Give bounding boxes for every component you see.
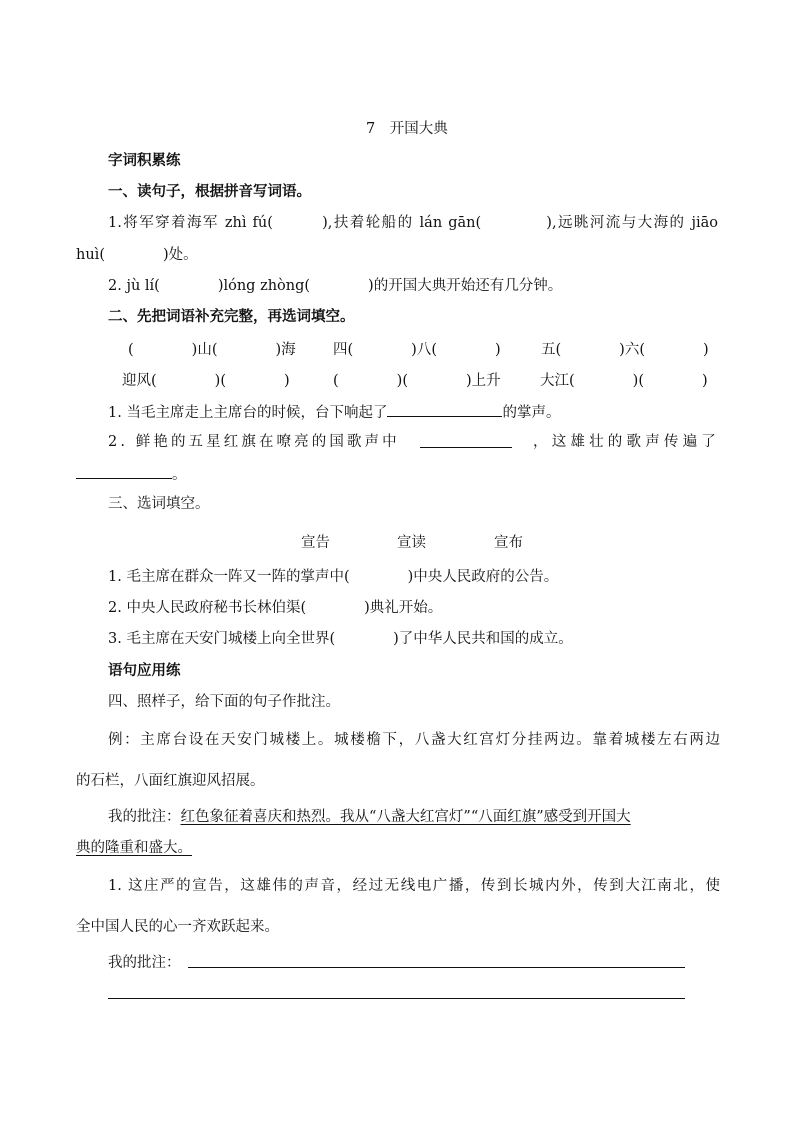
answer-line[interactable] [188, 967, 685, 968]
answer-blank[interactable] [420, 432, 512, 448]
question-2-sentence-2 [108, 432, 720, 452]
example-line-2: 的石栏，八面红旗迎风招展。 [76, 773, 265, 789]
idiom-blank: ( )( )上升 [333, 373, 501, 389]
sentence-text: 的掌声。 [502, 405, 561, 421]
question-3-sentence-2: 2. 中央人民政府秘书长林伯渠( )典礼开始。 [108, 600, 443, 616]
idiom-row-1 [128, 338, 708, 358]
word-choice: 宣告 [301, 535, 330, 551]
word-choice: 宣布 [494, 535, 523, 551]
idiom-blank: 迎风( )( ) [122, 373, 290, 389]
idiom-blank: ( )山( )海 [128, 342, 296, 358]
question-4-sentence-line-2: 全中国人民的心一齐欢跃起来。 [76, 919, 279, 935]
page-title: 7 开国大典 [366, 121, 448, 137]
sentence-text: ，这雄壮的歌声传遍了 [533, 434, 720, 450]
idiom-row-2 [122, 369, 708, 389]
sentence-text: 1. 当毛主席走上主席台的时候，台下响起了 [108, 405, 388, 421]
answer-label: 我的批注： [108, 955, 181, 971]
section-heading-vocabulary: 字词积累练 [108, 152, 181, 169]
question-3-sentence-3: 3. 毛主席在天安门城楼上向全世界( )了中华人民共和国的成立。 [108, 631, 573, 647]
sentence-text: 。 [172, 467, 187, 483]
question-2-sentence-1 [108, 401, 560, 423]
answer-blank[interactable] [387, 401, 502, 417]
word-choice: 宣读 [397, 535, 426, 551]
idiom-blank: 四( )八( ) [333, 342, 501, 358]
idiom-blank: 五( )六( ) [541, 342, 709, 358]
note-text: 红色象征着喜庆和热烈。我从“八盏大红宫灯”“八面红旗”感受到开国大 [180, 809, 631, 825]
question-1-line-3: 2. jù lí( )lóng zhòng( )的开国大典开始还有几分钟。 [108, 278, 563, 294]
question-3-heading: 三、选词填空。 [108, 496, 210, 512]
question-1-heading: 一、读句子，根据拼音写词语。 [108, 183, 311, 200]
question-4-sentence-line-1: 1. 这庄严的宣告，这雄伟的声音，经过无线电广播，传到长城内外，传到大江南北，使 [108, 878, 720, 894]
example-line-1: 例：主席台设在天安门城楼上。城楼檐下，八盏大红宫灯分挂两边。靠着城楼左右两边 [108, 732, 720, 748]
question-3-sentence-1: 1. 毛主席在群众一阵又一阵的掌声中( )中央人民政府的公告。 [108, 569, 559, 585]
note-label: 我的批注： [108, 809, 181, 825]
answer-line[interactable] [108, 998, 685, 999]
answer-blank[interactable] [76, 463, 172, 479]
sentence-text: 2. 鲜艳的五星红旗在嘹亮的国歌声中 [108, 434, 400, 450]
question-2-heading: 二、先把词语补充完整，再选词填空。 [108, 308, 355, 325]
example-note-line-2: 典的隆重和盛大。 [76, 840, 192, 856]
idiom-blank: 大江( )( ) [540, 373, 708, 389]
question-1-line-2: huì( )处。 [76, 247, 198, 263]
question-1-line-1: 1.将军穿着海军 zhì fú( ),扶着轮船的 lán gān( ),远眺河流与大海的 jiāo [108, 215, 718, 231]
question-2-sentence-2-end [76, 463, 187, 485]
section-heading-sentences: 语句应用练 [108, 662, 181, 679]
example-note-line-1 [108, 807, 631, 827]
question-4-heading: 四、照样子，给下面的句子作批注。 [108, 694, 340, 710]
